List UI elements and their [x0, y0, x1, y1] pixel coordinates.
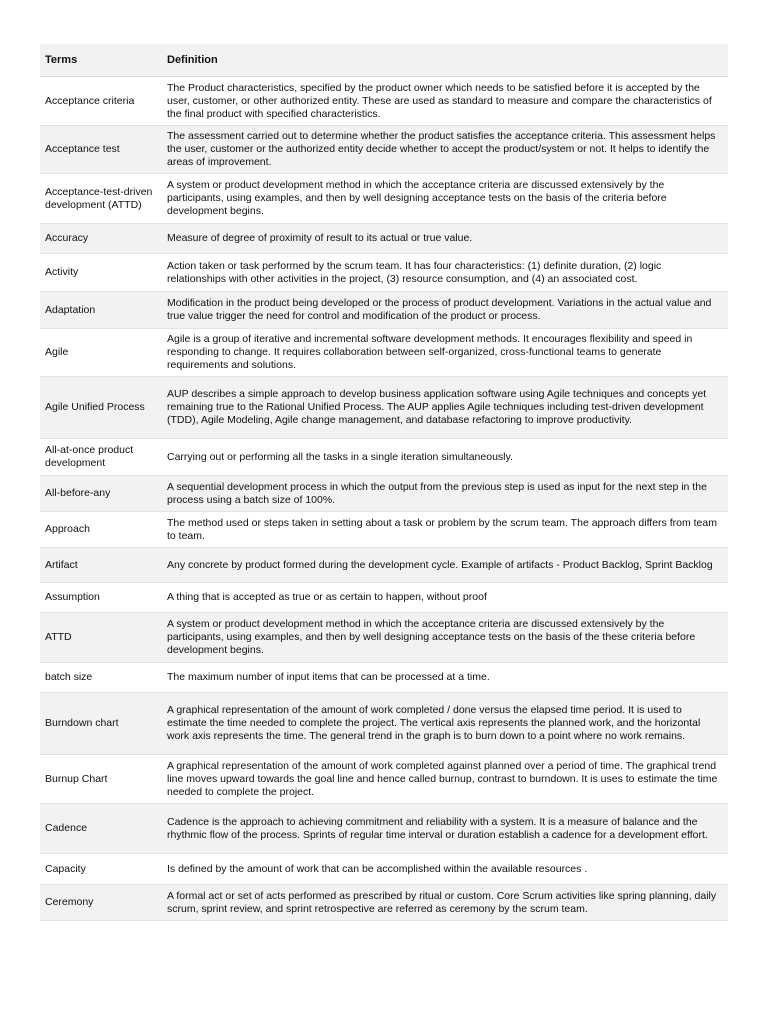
term-cell: batch size	[40, 663, 162, 693]
term-cell: Acceptance-test-driven development (ATTD)	[40, 174, 162, 224]
term-cell: Acceptance test	[40, 126, 162, 174]
table-row	[40, 613, 728, 663]
term-cell: All-before-any	[40, 476, 162, 512]
definition-cell: A thing that is accepted as true or as certain to happen, without proof	[162, 583, 728, 613]
definition-cell: A formal act or set of acts performed as prescribed by ritual or custom. Core Scrum activities like spring planning, daily scrum, sprint review, and sprint retrospective are referred as ceremony by the scrum team.	[162, 885, 728, 921]
definition-cell: Any concrete by product formed during the development cycle. Example of artifacts - Product Backlog, Sprint Backlog	[162, 548, 728, 583]
definition-cell: Is defined by the amount of work that can be accomplished within the available resources .	[162, 854, 728, 885]
table-row	[40, 663, 728, 693]
term-cell: All-at-once product development	[40, 439, 162, 476]
definition-cell: The assessment carried out to determine whether the product satisfies the acceptance criteria. This assessment helps the user, customer or the authorized entity decide whether to accept the product/system or not. It helps to identify the areas of improvement.	[162, 126, 728, 174]
table-header	[40, 44, 728, 77]
table-row	[40, 126, 728, 174]
table-row	[40, 174, 728, 224]
table-row	[40, 377, 728, 439]
term-cell: Artifact	[40, 548, 162, 583]
table-row	[40, 512, 728, 548]
glossary-table	[40, 44, 728, 921]
definition-column-header: Definition	[162, 44, 728, 77]
table-row	[40, 885, 728, 921]
terms-column-header: Terms	[40, 44, 162, 77]
term-cell: Cadence	[40, 804, 162, 854]
table-row	[40, 854, 728, 885]
table-row	[40, 292, 728, 329]
table-row	[40, 439, 728, 476]
definition-cell: A system or product development method in which the acceptance criteria are discussed extensively by the participants, using examples, and then by well designing acceptance tests on the basis of the criteria before development begins.	[162, 174, 728, 224]
term-cell: ATTD	[40, 613, 162, 663]
term-cell: Approach	[40, 512, 162, 548]
definition-cell: Modification in the product being developed or the process of product development. Variations in the actual value and true value trigger the need for control and modification of the product or process.	[162, 292, 728, 329]
definition-cell: Carrying out or performing all the tasks in a single iteration simultaneously.	[162, 439, 728, 476]
term-cell: Capacity	[40, 854, 162, 885]
definition-cell: Measure of degree of proximity of result to its actual or true value.	[162, 224, 728, 254]
term-cell: Acceptance criteria	[40, 77, 162, 126]
header-row	[40, 44, 728, 77]
definition-cell: A system or product development method in which the acceptance criteria are discussed extensively by the participants, using examples, and then by well designing acceptance tests on the basis of the these criteria before development begins.	[162, 613, 728, 663]
term-cell: Agile Unified Process	[40, 377, 162, 439]
table-row	[40, 77, 728, 126]
table-row	[40, 693, 728, 755]
table-row	[40, 548, 728, 583]
term-cell: Agile	[40, 329, 162, 377]
table-body	[40, 77, 728, 921]
definition-cell: Agile is a group of iterative and incremental software development methods. It encourages flexibility and speed in responding to change. It requires collaboration between self-organized, cross-functional teams to generate requirements and solutions.	[162, 329, 728, 377]
term-cell: Burndown chart	[40, 693, 162, 755]
definition-cell: The maximum number of input items that can be processed at a time.	[162, 663, 728, 693]
definition-cell: The Product characteristics, specified by the product owner which needs to be satisfied before it is accepted by the user, customer, or other authorized entity. These are used as standard to measure and compare the characteristics of the final product with specified characteristics.	[162, 77, 728, 126]
table-row	[40, 583, 728, 613]
definition-cell: A sequential development process in which the output from the previous step is used as input for the next step in the process using a batch size of 100%.	[162, 476, 728, 512]
table-row	[40, 224, 728, 254]
table-row	[40, 329, 728, 377]
definition-cell: A graphical representation of the amount of work completed against planned over a period of time. The graphical trend line moves upward towards the goal line and hence called burnup, contrast to burndown. It is uses to estimate the time needed to complete the project.	[162, 755, 728, 804]
term-cell: Ceremony	[40, 885, 162, 921]
table-row	[40, 804, 728, 854]
definition-cell: Cadence is the approach to achieving commitment and reliability with a system. It is a measure of balance and the rhythmic flow of the process. Sprints of regular time interval or duration establish a cadence for a development effort.	[162, 804, 728, 854]
term-cell: Adaptation	[40, 292, 162, 329]
definition-cell: Action taken or task performed by the scrum team. It has four characteristics: (1) definite duration, (2) logic relationships with other activities in the project, (3) resource consumption, and (4) an associated cost.	[162, 254, 728, 292]
term-cell: Activity	[40, 254, 162, 292]
definition-cell: AUP describes a simple approach to develop business application software using Agile techniques and concepts yet remaining true to the Rational Unified Process. The AUP applies Agile techniques including test-driven development (TDD), Agile Modeling, Agile change management, and database refactoring to improve productivity.	[162, 377, 728, 439]
table-row	[40, 254, 728, 292]
term-cell: Burnup Chart	[40, 755, 162, 804]
table-row	[40, 476, 728, 512]
definition-cell: The method used or steps taken in setting about a task or problem by the scrum team. The approach differs from team to team.	[162, 512, 728, 548]
table-row	[40, 755, 728, 804]
term-cell: Accuracy	[40, 224, 162, 254]
definition-cell: A graphical representation of the amount of work completed / done versus the elapsed time period. It is used to estimate the time needed to complete the project. The vertical axis represents the planned work, and the horizontal work axis represents the time. The general trend in the graph is to burn down to a point where no work remains.	[162, 693, 728, 755]
term-cell: Assumption	[40, 583, 162, 613]
